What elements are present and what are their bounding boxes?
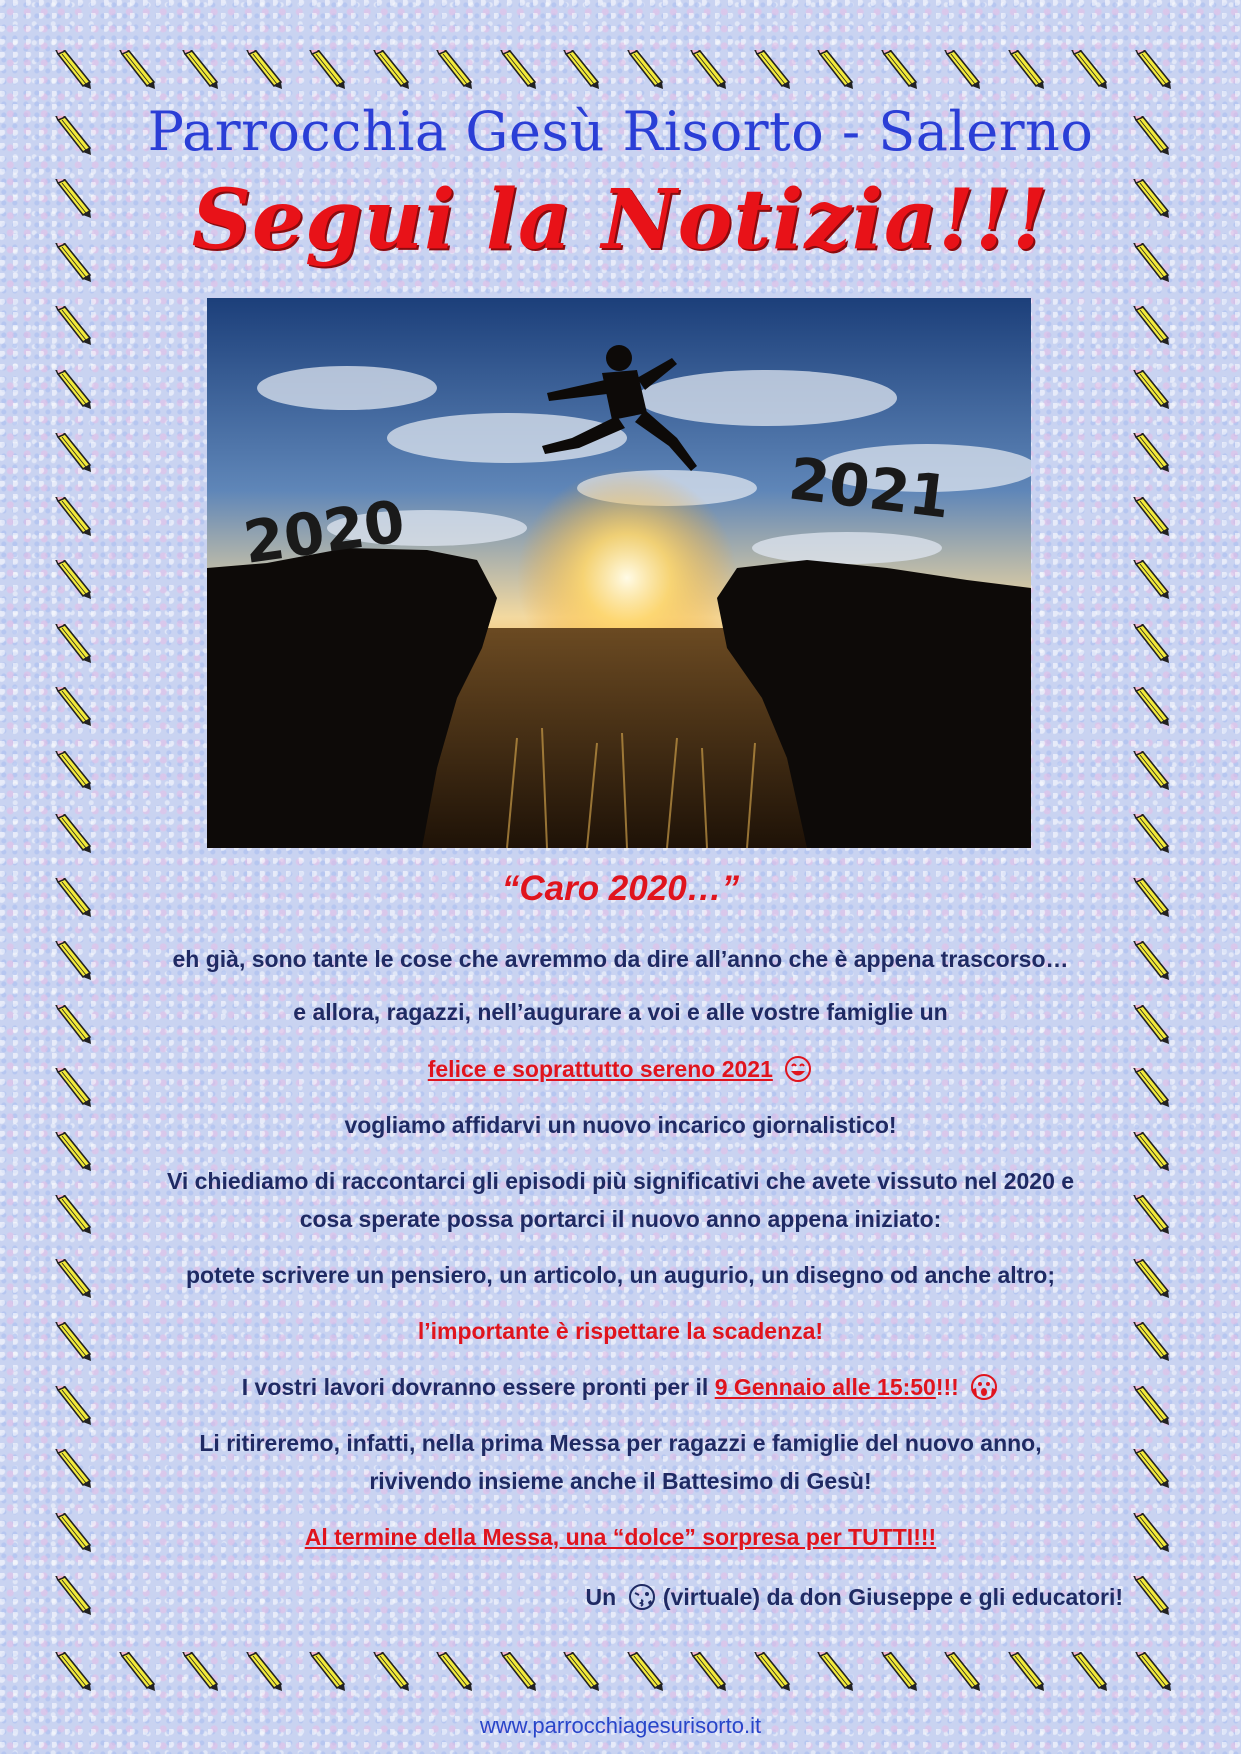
pencil-icon <box>52 687 92 727</box>
kissing-face-icon <box>627 1582 657 1612</box>
pencil-icon <box>52 1576 92 1616</box>
deadline-prefix: I vostri lavori dovranno essere pronti per il <box>241 1374 709 1400</box>
deadline-suffix: !!! <box>935 1374 959 1400</box>
message-line-4b: cosa sperate possa portarci il nuovo anno appena iniziato: <box>299 1206 942 1232</box>
pencil-icon <box>1130 1195 1170 1235</box>
pencil-icon <box>1130 941 1170 981</box>
signature-line <box>110 1578 1123 1616</box>
message-title: “Caro 2020…” <box>501 869 740 908</box>
pencil-icon <box>52 50 92 90</box>
message-line-2: e allora, ragazzi, nell’augurare a voi e alle vostre famiglie un <box>293 999 948 1025</box>
signature-text: (virtuale) da don Giuseppe e gli educatori! <box>662 1584 1123 1610</box>
pencil-icon <box>1130 687 1170 727</box>
pencil-icon <box>1130 1132 1170 1172</box>
pencil-icon <box>1130 1513 1170 1553</box>
pencil-icon <box>52 1005 92 1045</box>
surprise-line: Al termine della Messa, una “dolce” sorpresa per TUTTI!!! <box>304 1524 937 1550</box>
smiling-face-icon <box>783 1054 813 1084</box>
screaming-face-icon <box>969 1372 999 1402</box>
pencil-icon <box>1130 1068 1170 1108</box>
pencil-icon <box>52 1259 92 1299</box>
pencil-icon <box>52 1195 92 1235</box>
deadline-line <box>110 1368 1131 1406</box>
deadline-date: 9 Gennaio alle 15:50 <box>714 1374 936 1400</box>
pencil-icon <box>1130 370 1170 410</box>
pencil-icon <box>1130 433 1170 473</box>
message-line-7a: Li ritireremo, infatti, nella prima Messa per ragazzi e famiglie del nuovo anno, <box>199 1430 1042 1456</box>
message-line-5: potete scrivere un pensiero, un articolo, un augurio, un disegno od anche altro; <box>185 1262 1055 1288</box>
pencil-icon <box>52 751 92 791</box>
website-link[interactable]: www.parrocchiagesurisorto.it <box>479 1713 762 1738</box>
svg-text:2020: 2020 <box>239 487 409 577</box>
pencil-icon <box>52 1652 92 1692</box>
pencil-icon <box>1130 878 1170 918</box>
wish-text: felice e soprattutto sereno 2021 <box>427 1056 773 1082</box>
pencil-icon <box>1132 50 1172 90</box>
pencil-icon <box>1130 1449 1170 1489</box>
message-line-1: eh già, sono tante le cose che avremmo da dire all’anno che è appena trascorso… <box>172 946 1069 972</box>
message-line-3: vogliamo affidarvi un nuovo incarico giornalistico! <box>344 1112 897 1138</box>
pencil-icon <box>1130 306 1170 346</box>
message-line-7b: rivivendo insieme anche il Battesimo di Gesù! <box>369 1468 872 1494</box>
pencil-icon <box>52 1068 92 1108</box>
pencil-icon <box>52 497 92 537</box>
pencil-icon <box>1130 497 1170 537</box>
pencil-icon <box>52 1386 92 1426</box>
pencil-icon <box>1132 1652 1172 1692</box>
headline: Segui la Notizia!!! <box>191 172 1050 268</box>
pencil-icon <box>52 306 92 346</box>
pencil-icon <box>1130 560 1170 600</box>
pencil-icon <box>52 433 92 473</box>
parish-name: Parrocchia Gesù Risorto - Salerno <box>147 100 1094 163</box>
signature-prefix: Un <box>585 1584 617 1610</box>
pencil-icon <box>52 1322 92 1362</box>
message-line-4a: Vi chiediamo di raccontarci gli episodi più significativi che avete vissuto nel 2020 e <box>166 1168 1075 1194</box>
pencil-icon <box>52 1132 92 1172</box>
pencil-icon <box>52 560 92 600</box>
message-body <box>110 0 1131 1754</box>
pencil-icon <box>1130 1259 1170 1299</box>
deadline-note: l’importante è rispettare la scadenza! <box>417 1318 824 1344</box>
pencil-icon <box>52 814 92 854</box>
pencil-icon <box>1130 1322 1170 1362</box>
pencil-icon <box>1130 814 1170 854</box>
pencil-icon <box>1130 751 1170 791</box>
pencil-icon <box>52 370 92 410</box>
pencil-icon <box>1130 1005 1170 1045</box>
pencil-icon <box>1130 624 1170 664</box>
pencil-icon <box>52 1513 92 1553</box>
pencil-icon <box>1130 1576 1170 1616</box>
pencil-icon <box>52 624 92 664</box>
pencil-icon <box>52 1449 92 1489</box>
pencil-icon <box>52 878 92 918</box>
pencil-icon <box>52 941 92 981</box>
wish-line <box>110 1050 1131 1088</box>
pencil-icon <box>1130 1386 1170 1426</box>
svg-text:2021: 2021 <box>785 444 954 532</box>
